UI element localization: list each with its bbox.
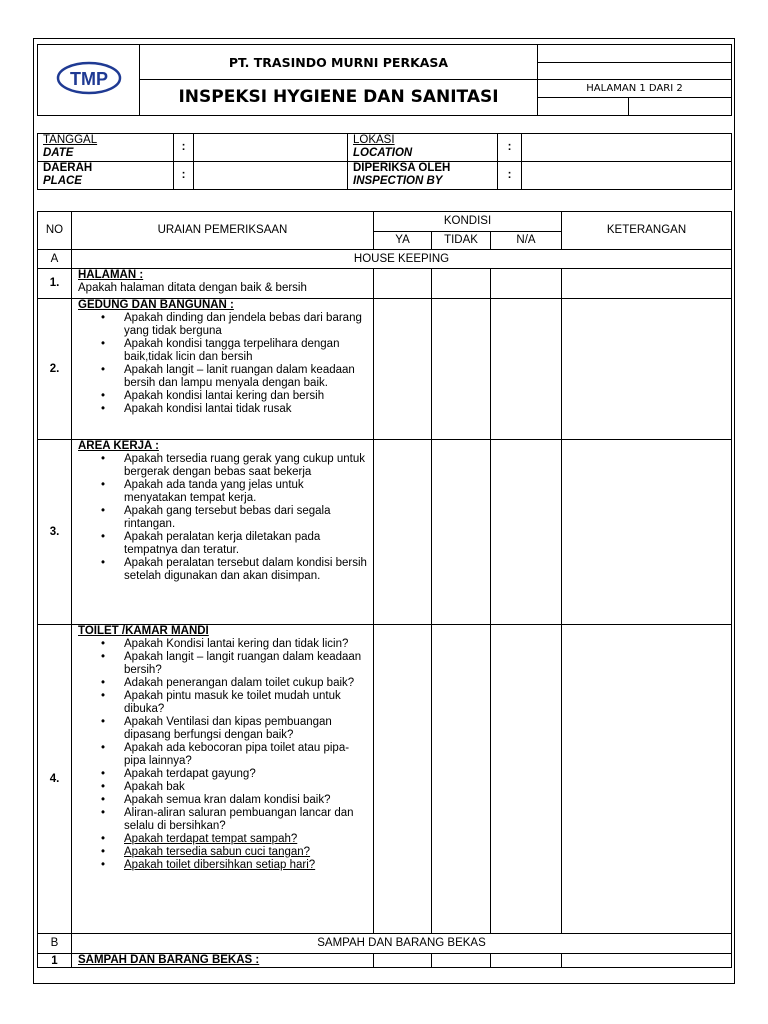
inspection-table (37, 211, 732, 968)
ya-cell[interactable] (374, 440, 432, 625)
ya-cell[interactable] (374, 269, 432, 299)
colon: : (174, 162, 194, 190)
lokasi-field[interactable] (522, 134, 732, 162)
section-b-no: B (38, 934, 72, 954)
item-no: 1. (38, 269, 72, 299)
col-uraian: URAIAN PEMERIKSAAN (72, 212, 374, 250)
list-item: • Adakah penerangan dalam toilet cukup baik? (124, 677, 373, 690)
keterangan-cell[interactable] (562, 625, 732, 934)
tidak-cell[interactable] (432, 625, 491, 934)
section-a-title: HOUSE KEEPING (72, 250, 732, 269)
list-item: • Apakah terdapat tempat sampah? (124, 833, 373, 846)
svg-text:TMP: TMP (69, 69, 108, 89)
keterangan-cell[interactable] (562, 299, 732, 440)
ya-cell[interactable] (374, 625, 432, 934)
list-item: • Apakah toilet dibersihkan setiap hari? (124, 859, 373, 872)
col-no: NO (38, 212, 72, 250)
list-item: • Apakah ada tanda yang jelas untuk menyatakan tempat kerja. (124, 479, 373, 505)
list-item: • Apakah peralatan kerja diletakan pada tempatnya dan teratur. (124, 531, 373, 557)
ya-cell[interactable] (374, 954, 432, 968)
keterangan-cell[interactable] (562, 954, 732, 968)
table-row (38, 269, 732, 299)
keterangan-cell[interactable] (562, 269, 732, 299)
header-blank-3 (538, 98, 629, 116)
company-logo (38, 45, 140, 116)
section-a-no: A (38, 250, 72, 269)
na-cell[interactable] (491, 269, 562, 299)
list-item: • Apakah kondisi lantai tidak rusak (124, 403, 373, 416)
list-item: • Aliran-aliran saluran pembuangan lancar dan selalu di bersihkan? (124, 807, 373, 833)
list-item: • Apakah kondisi tangga terpelihara dengan baik,tidak licin dan bersih (124, 338, 373, 364)
list-item: • Apakah Ventilasi dan kipas pembuangan dipasang berfungsi dengan baik? (124, 716, 373, 742)
item-no: 2. (38, 299, 72, 440)
list-item: • Apakah ada kebocoran pipa toilet atau pipa-pipa lainnya? (124, 742, 373, 768)
list-item: • Apakah pintu masuk ke toilet mudah untuk dibuka? (124, 690, 373, 716)
keterangan-cell[interactable] (562, 440, 732, 625)
colon: : (498, 134, 522, 162)
checklist (72, 453, 373, 583)
tanggal-label: TANGGAL DATE (38, 134, 174, 162)
item-no: 1 (38, 954, 72, 968)
na-cell[interactable] (491, 440, 562, 625)
list-item: • Apakah peralatan tersebut dalam kondisi bersih setelah digunakan dan akan disimpan. (124, 557, 373, 583)
diperiksa-label: DIPERIKSA OLEH INSPECTION BY (348, 162, 498, 190)
list-item: • Apakah gang tersebut bebas dari segala rintangan. (124, 505, 373, 531)
list-item: • Apakah langit – langit ruangan dalam keadaan bersih? (124, 651, 373, 677)
item-no: 4. (38, 625, 72, 934)
daerah-field[interactable] (194, 162, 348, 190)
na-cell[interactable] (491, 625, 562, 934)
colon: : (498, 162, 522, 190)
tidak-cell[interactable] (432, 269, 491, 299)
na-cell[interactable] (491, 299, 562, 440)
checklist (72, 638, 373, 872)
inspection-info (37, 133, 732, 190)
tidak-cell[interactable] (432, 954, 491, 968)
item-description: AREA KERJA : • Apakah tersedia ruang gerak yang cukup untuk bergerak dengan bebas saat bekerja • Apakah ada tanda yang jelas untuk menyatakan tempat kerja. • Apakah gang tersebut bebas dari segala rintangan. • Apakah peralatan kerja diletakan pada tempatnya dan teratur. • Apakah peralatan tersebut dalam kondisi bersih setelah digunakan dan akan disimpan. (72, 440, 374, 625)
document-header (37, 44, 732, 116)
tidak-cell[interactable] (432, 299, 491, 440)
item-description: HALAMAN : Apakah halaman ditata dengan baik & bersih (72, 269, 374, 299)
checklist (72, 312, 373, 416)
tmp-logo-icon (54, 58, 124, 98)
page-info: HALAMAN 1 DARI 2 (538, 80, 732, 98)
section-b-title: SAMPAH DAN BARANG BEKAS (72, 934, 732, 954)
table-row (38, 954, 732, 968)
col-ya: YA (374, 232, 432, 250)
na-cell[interactable] (491, 954, 562, 968)
company-name: PT. TRASINDO MURNI PERKASA (140, 45, 538, 80)
ya-cell[interactable] (374, 299, 432, 440)
lokasi-label: LOKASI LOCATION (348, 134, 498, 162)
header-blank-2 (538, 63, 732, 80)
header-blank-4 (629, 98, 732, 116)
item-description: SAMPAH DAN BARANG BEKAS : (72, 954, 374, 968)
item-description: TOILET /KAMAR MANDI • Apakah Kondisi lantai kering dan tidak licin? • Apakah langit – langit ruangan dalam keadaan bersih? • Adakah penerangan dalam toilet cukup baik? • Apakah pintu masuk ke toilet mudah untuk dibuka? • Apakah Ventilasi dan kipas pembuangan dipasang berfungsi dengan baik? • Apakah ada kebocoran pipa toilet atau pipa-pipa lainnya? • Apakah terdapat gayung? • Apakah bak • Apakah semua kran dalam kondisi baik? • Aliran-aliran saluran pembuangan lancar dan selalu di bersihkan? • Apakah terdapat tempat sampah? • Apakah tersedia sabun cuci tangan? • Apakah toilet dibersihkan setiap hari? (72, 625, 374, 934)
header-blank-1 (538, 45, 732, 63)
col-tidak: TIDAK (432, 232, 491, 250)
diperiksa-field[interactable] (522, 162, 732, 190)
list-item: • Apakah dinding dan jendela bebas dari barang yang tidak berguna (124, 312, 373, 338)
list-item: • Apakah langit – lanit ruangan dalam keadaan bersih dan lampu menyala dengan baik. (124, 364, 373, 390)
document-title: INSPEKSI HYGIENE DAN SANITASI (140, 80, 538, 116)
tanggal-field[interactable] (194, 134, 348, 162)
list-item: • Apakah tersedia sabun cuci tangan? (124, 846, 373, 859)
col-kondisi: KONDISI (374, 212, 562, 232)
col-keterangan: KETERANGAN (562, 212, 732, 250)
list-item: • Apakah terdapat gayung? (124, 768, 373, 781)
daerah-label: DAERAH PLACE (38, 162, 174, 190)
list-item: • Apakah bak (124, 781, 373, 794)
table-row (38, 299, 732, 440)
item-no: 3. (38, 440, 72, 625)
list-item: • Apakah tersedia ruang gerak yang cukup untuk bergerak dengan bebas saat bekerja (124, 453, 373, 479)
col-na: N/A (491, 232, 562, 250)
list-item: • Apakah kondisi lantai kering dan bersih (124, 390, 373, 403)
table-row (38, 625, 732, 934)
table-row (38, 440, 732, 625)
item-description: GEDUNG DAN BANGUNAN : • Apakah dinding dan jendela bebas dari barang yang tidak berguna • Apakah kondisi tangga terpelihara dengan baik,tidak licin dan bersih • Apakah langit – lanit ruangan dalam keadaan bersih dan lampu menyala dengan baik. • Apakah kondisi lantai kering dan bersih • Apakah kondisi lantai tidak rusak (72, 299, 374, 440)
list-item: • Apakah semua kran dalam kondisi baik? (124, 794, 373, 807)
tidak-cell[interactable] (432, 440, 491, 625)
colon: : (174, 134, 194, 162)
list-item: • Apakah Kondisi lantai kering dan tidak licin? (124, 638, 373, 651)
